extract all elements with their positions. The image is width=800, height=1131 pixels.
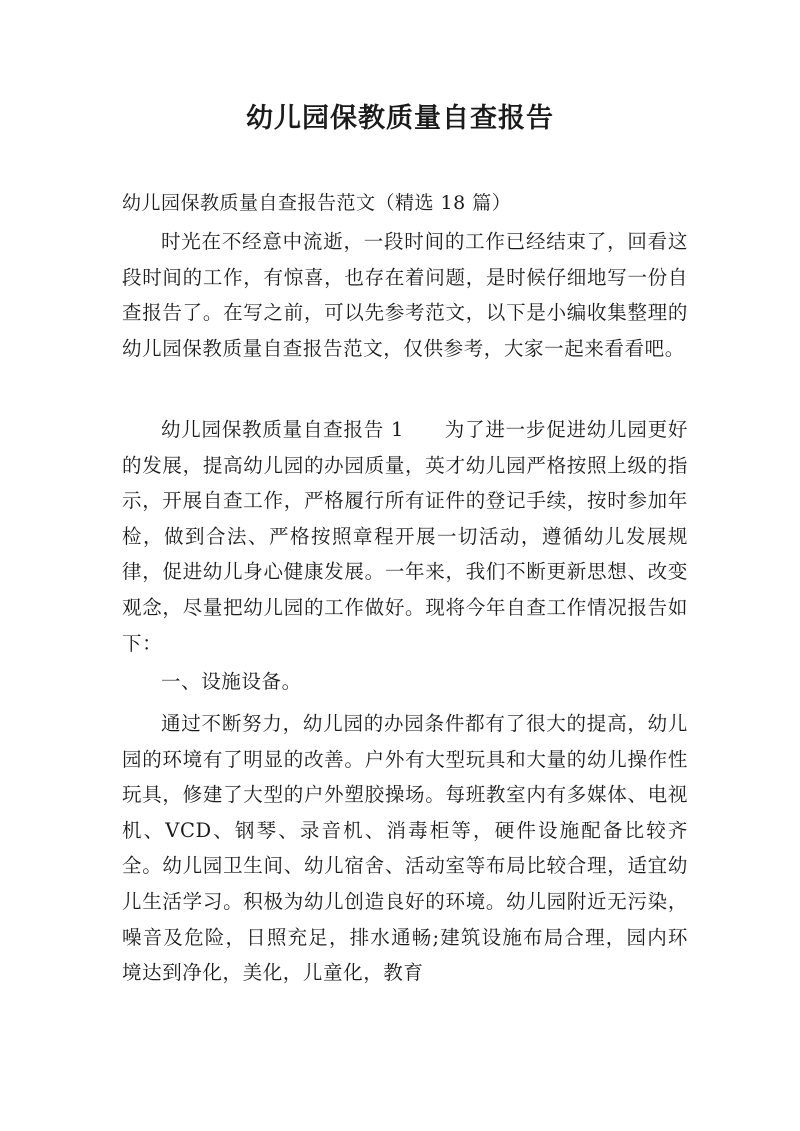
document-subtitle: 幼儿园保教质量自查报告范文（精选 18 篇） xyxy=(122,192,512,214)
paragraph-intro: 时光在不经意中流逝，一段时间的工作已经结束了，回看这段时间的工作，有惊喜，也存在着问题，是时候仔细地写一份自查报告了。在写之前，可以先参考范文，以下是小编收集整理的幼儿园保教质量自查报告范文，仅供参考，大家一起来看看吧。 xyxy=(122,230,688,360)
paragraph-facilities: 通过不断努力，幼儿园的办园条件都有了很大的提高，幼儿园的环境有了明显的改善。户外有大型玩具和大量的幼儿操作性玩具，修建了大型的户外塑胶操场。每班教室内有多媒体、电视机、VCD、钢琴、录音机、消毒柜等，硬件设施配备比较齐全。幼儿园卫生间、幼儿宿舍、活动室等布局比较合理，适宜幼儿生活学习。积极为幼儿创造良好的环境。幼儿园附近无污染，噪音及危险，日照充足，排水通畅;建筑设施布局合理，园内环境达到净化，美化，儿童化，教育 xyxy=(122,712,688,985)
section-heading-facilities: 一、设施设备。 xyxy=(161,670,302,693)
paragraph-report-1: 幼儿园保教质量自查报告 1 为了进一步促进幼儿园更好的发展，提高幼儿园的办园质量，英才幼儿园严格按照上级的指示，开展自查工作，严格履行所有证件的登记手续，按时参加年检，做到合法、严格按照章程开展一切活动，遵循幼儿发展规律，促进幼儿身心健康发展。一年来，我们不断更新思想、改变观念，尽量把幼儿园的工作做好。现将今年自查工作情况报告如下： xyxy=(122,418,688,655)
document-title: 幼儿园保教质量自查报告 xyxy=(246,103,554,134)
